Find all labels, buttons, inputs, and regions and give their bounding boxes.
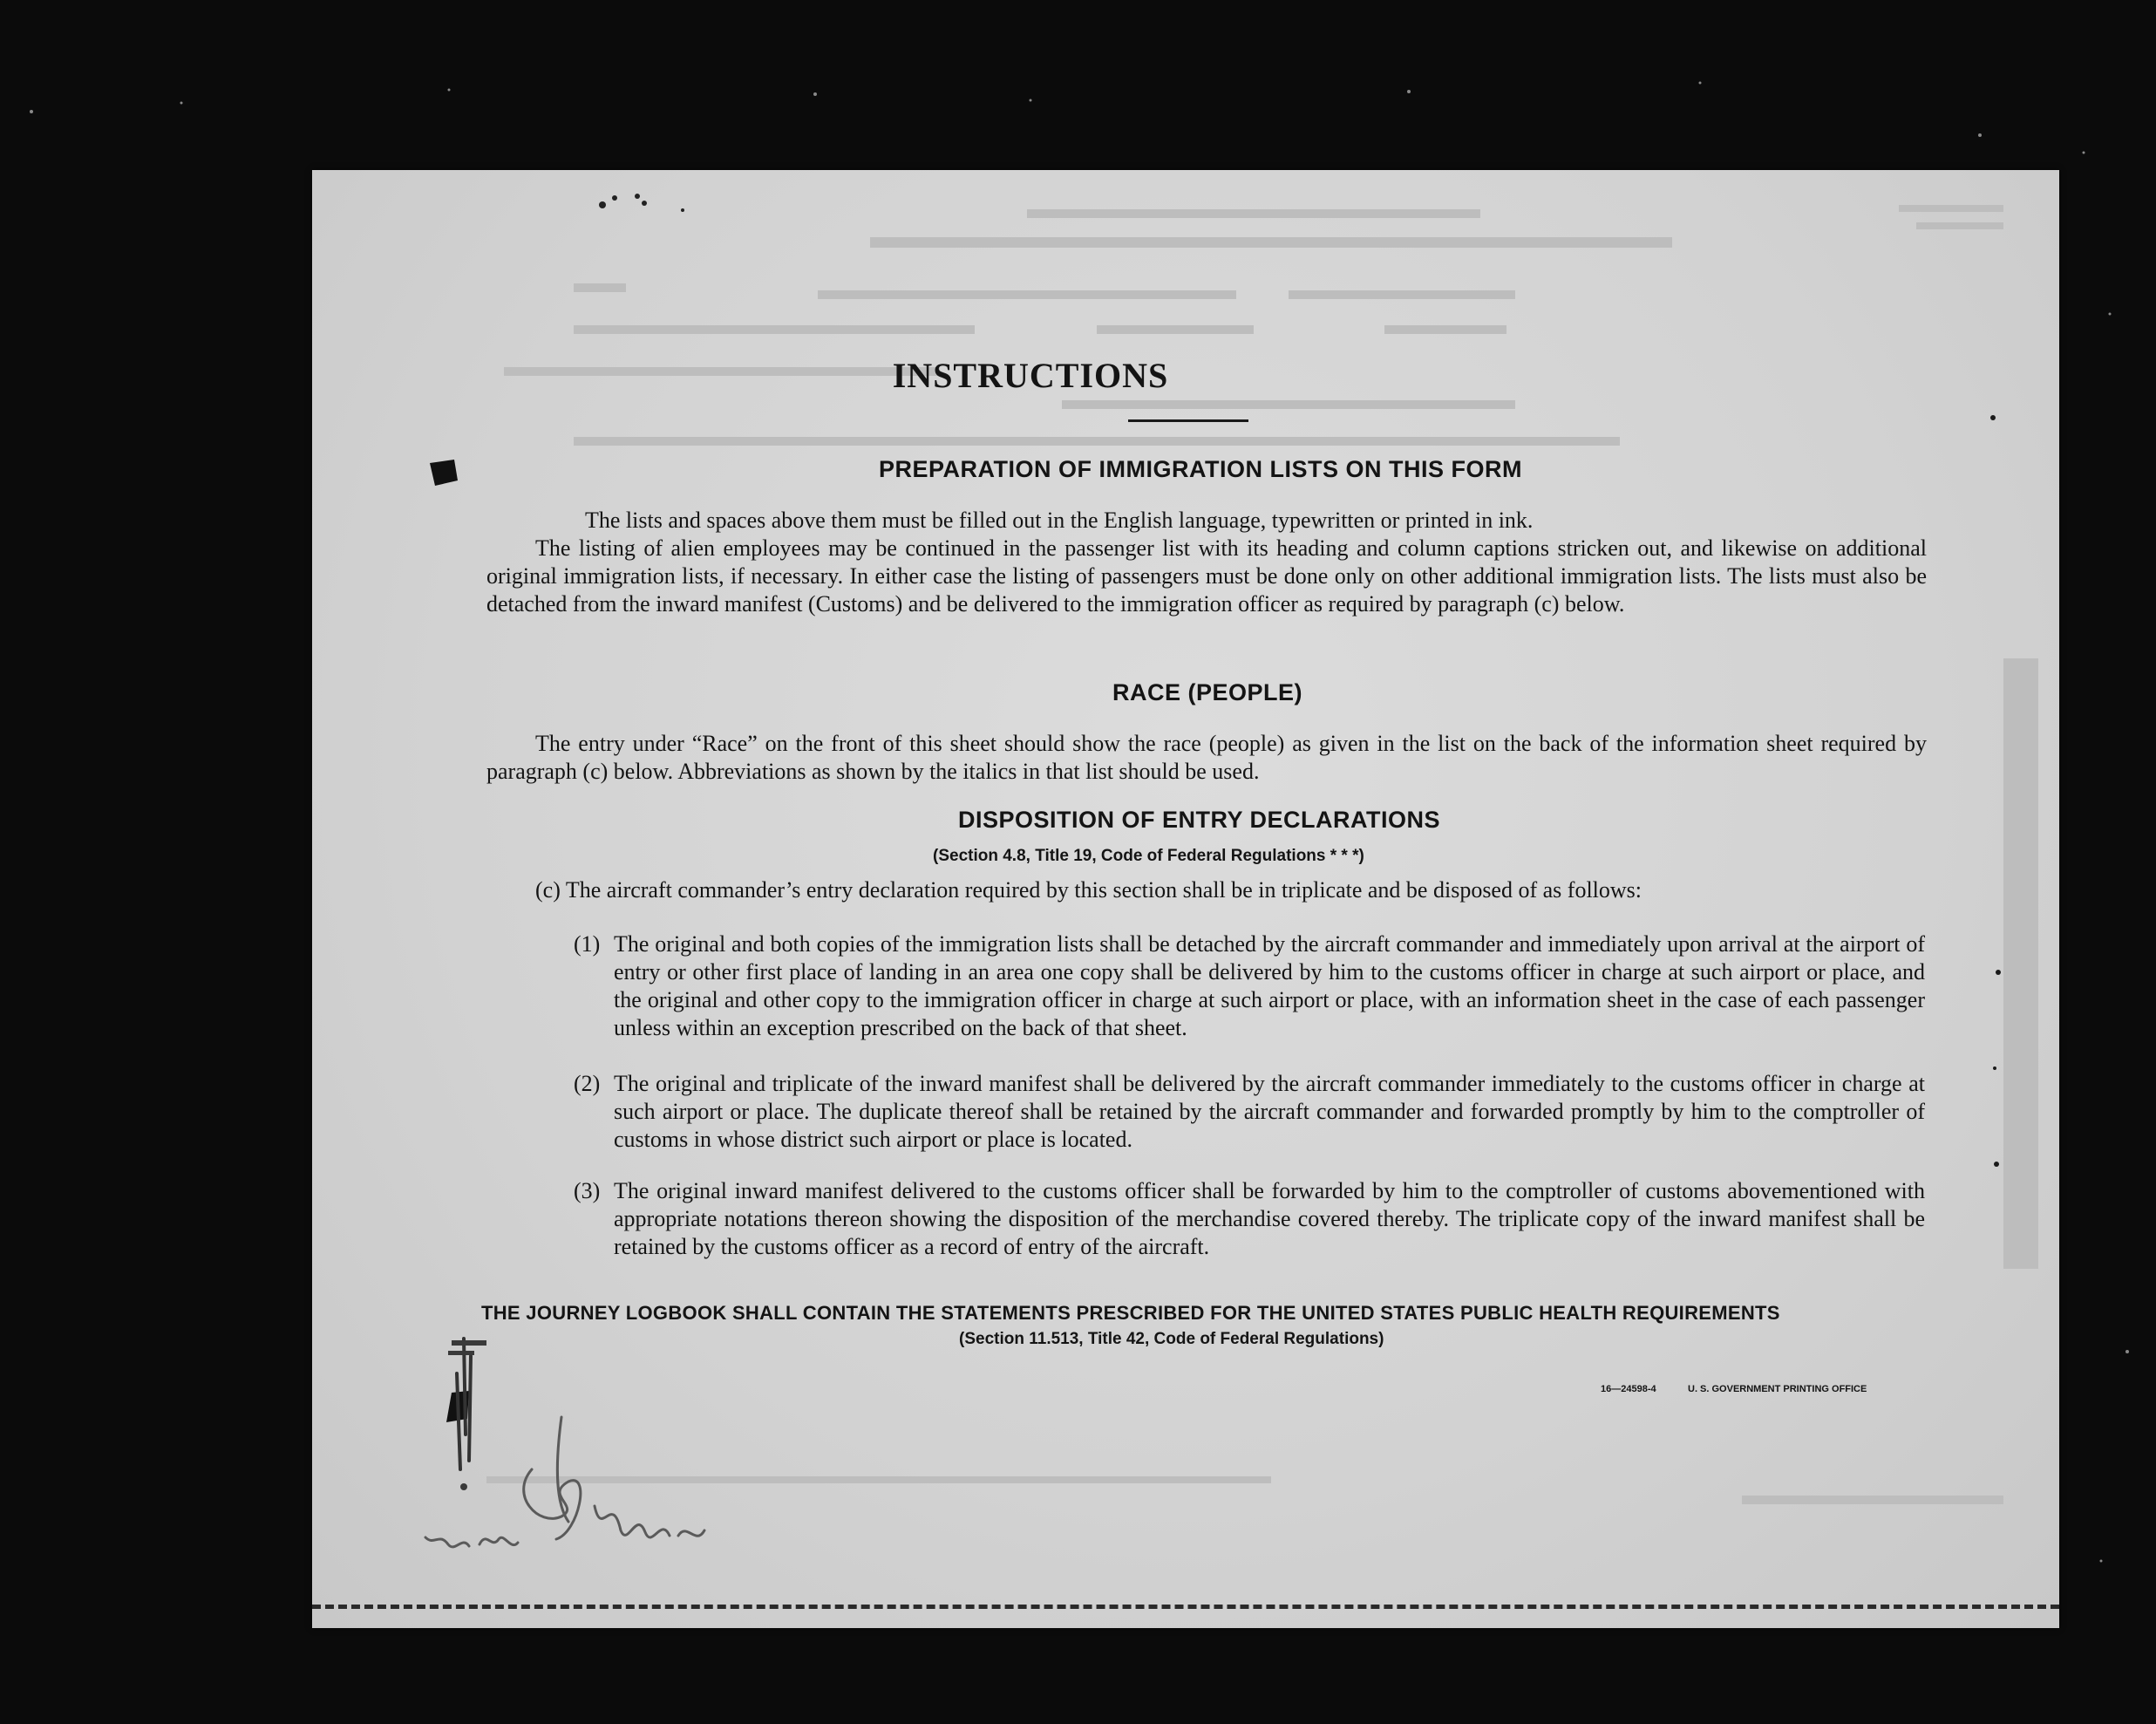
list-item-3-number: (3) — [574, 1178, 601, 1203]
perforation-line — [312, 1605, 2059, 1609]
paragraph-c-intro: (c) The aircraft commander’s entry declaration required by this section shall be in triplicate and be disposed of as follows: — [535, 877, 1643, 903]
list-item-1-number: (1) — [574, 931, 601, 957]
paragraph-english-language-text: The lists and spaces above them must be filled out in the English language, typewritten or printed in ink. — [585, 508, 1534, 533]
paragraph-race — [486, 730, 1927, 786]
title-underline — [1128, 419, 1248, 422]
section-heading-preparation: PREPARATION OF IMMIGRATION LISTS ON THIS FORM — [879, 456, 1522, 482]
list-item-1 — [574, 930, 1925, 1042]
section-heading-race: RACE (PEOPLE) — [1112, 679, 1303, 705]
document-sheet — [312, 170, 2059, 1628]
paragraph-alien-employees-text: The listing of alien employees may be continued in the passenger list with its heading and column captions stricken out, and likewise on additional original immigration lists, if necessary. In either case the listing of passengers must be done only on other additional immigration lists. The lists must also be detached from the inward manifest (Customs) and be delivered to the immigration officer as required by paragraph (c) below. — [486, 535, 1927, 617]
list-item-2-number: (2) — [574, 1071, 601, 1096]
list-item-2 — [574, 1070, 1925, 1154]
section-citation-title-19: (Section 4.8, Title 19, Code of Federal Regulations * * *) — [933, 847, 1364, 865]
paragraph-race-text: The entry under “Race” on the front of this sheet should show the race (people) as given in the list on the back of the information sheet required by paragraph (c) below. Abbreviations as shown by the italics in that list should be used. — [486, 731, 1927, 784]
list-item-3-text: The original inward manifest delivered to the customs officer shall be forwarded by him to the comptroller of customs abovementioned with appropriate notations thereon showing the disposition of the merchandise covered thereby. The triplicate copy of the inward manifest shall be retained by the customs officer as a record of entry of the aircraft. — [614, 1178, 1925, 1259]
page-title: INSTRUCTIONS — [892, 356, 1169, 395]
logbook-statement: THE JOURNEY LOGBOOK SHALL CONTAIN THE STATEMENTS PRESCRIBED FOR THE UNITED STATES PUBLIC HEALTH REQUIREMENTS — [481, 1302, 1780, 1324]
instructions-text — [312, 170, 2059, 1628]
list-item-2-text: The original and triplicate of the inward manifest shall be delivered by the aircraft commander immediately to the customs officer in charge at such airport or place. The duplicate thereof shall be retained by the aircraft commander and forwarded promptly by him to the comptroller of customs in whose district such airport or place is located. — [614, 1071, 1925, 1152]
list-item-1-text: The original and both copies of the immigration lists shall be detached by the aircraft commander and immediately upon arrival at the airport of entry or other first place of landing in an area one copy shall be delivered by him to the customs officer in charge at such airport or place, and the original and other copy to the immigration officer in charge at such airport or place, with an information sheet in the case of each passenger unless within an exception prescribed on the back of that sheet. — [614, 931, 1925, 1040]
logbook-citation: (Section 11.513, Title 42, Code of Federal Regulations) — [959, 1330, 1384, 1348]
section-heading-disposition: DISPOSITION OF ENTRY DECLARATIONS — [958, 807, 1441, 833]
list-item-3 — [574, 1177, 1925, 1261]
paragraph-alien-employees — [486, 535, 1927, 618]
printer-imprint: U. S. GOVERNMENT PRINTING OFFICE — [1688, 1384, 1867, 1394]
paragraph-english-language — [536, 507, 1976, 535]
form-number: 16—24598-4 — [1601, 1384, 1656, 1394]
